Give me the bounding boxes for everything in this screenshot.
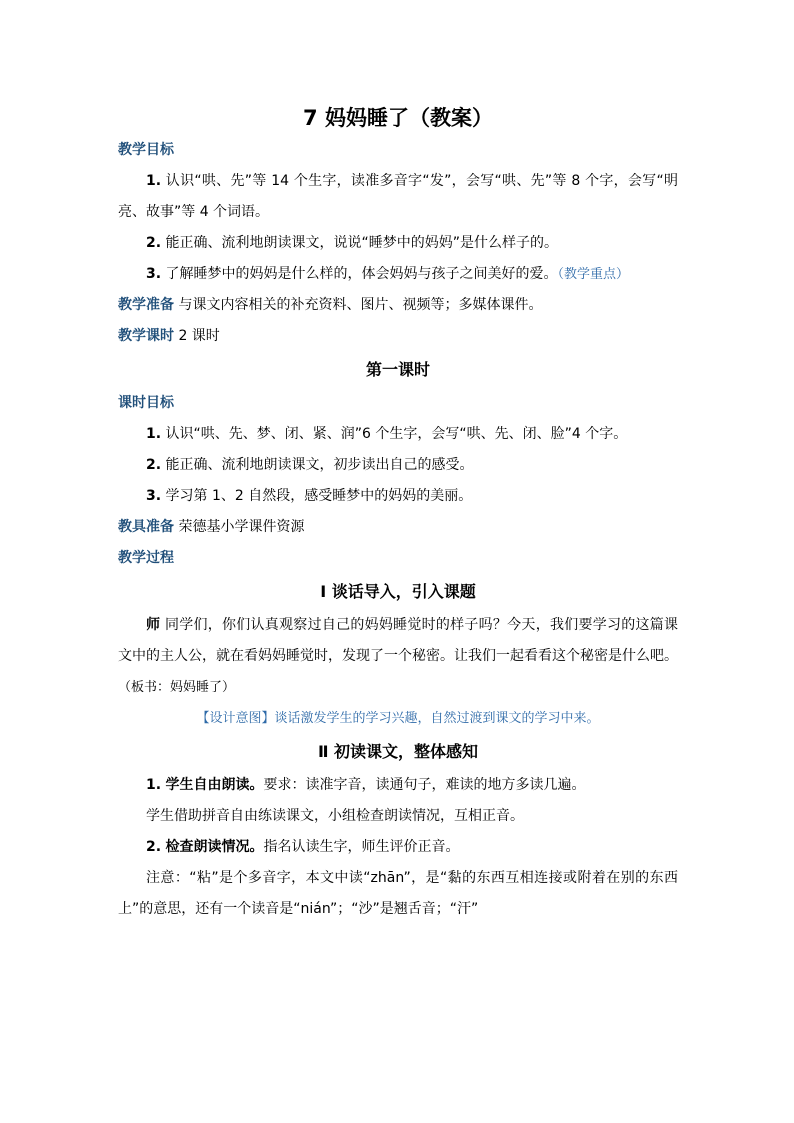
preparation-label: 教学准备 — [118, 297, 174, 313]
document-title: 7 妈妈睡了（教案） — [303, 106, 493, 130]
goal-number: 2. — [146, 457, 162, 473]
key-point-note: （教学重点） — [557, 267, 630, 282]
step-1 — [118, 770, 678, 801]
objective-text: 能正确、流利地朗读课文，说说“睡梦中的妈妈”是什么样子的。 — [165, 235, 559, 251]
section-1-title: Ⅰ 谈话导入，引入课题 — [320, 582, 476, 601]
section-2-title: Ⅱ 初读课文，整体感知 — [317, 742, 479, 761]
preparation-text: 与课文内容相关的补充资料、图片、视频等；多媒体课件。 — [178, 297, 543, 313]
step-label: 检查朗读情况。 — [165, 839, 264, 855]
lesson-1-title: 第一课时 — [365, 360, 430, 379]
process-heading: 教学过程 — [118, 550, 174, 566]
step-1-detail: 学生借助拼音自由练读课文，小组检查朗读情况，互相正音。 — [146, 808, 524, 824]
goal-number: 3. — [146, 488, 162, 504]
step-label: 学生自由朗读。 — [165, 777, 264, 793]
design-intent: 【设计意图】谈话激发学生的学习兴趣，自然过渡到课文的学习中来。 — [196, 711, 600, 726]
tools-text: 荣德基小学课件资源 — [178, 519, 305, 535]
hours-label: 教学课时 — [118, 328, 174, 344]
teacher-intro-paragraph — [118, 610, 678, 703]
tools-label: 教具准备 — [118, 519, 174, 535]
hours-text: 2 课时 — [178, 328, 220, 344]
preparation-line — [118, 290, 678, 321]
lesson-goal-3 — [118, 481, 678, 512]
objective-item-2 — [118, 228, 678, 259]
objective-number: 2. — [146, 235, 162, 251]
step-text: 指名认读生字，师生评价正音。 — [263, 839, 460, 855]
board-note: （板书：妈妈睡了） — [118, 680, 236, 695]
attention-paragraph: 注意：“粘”是个多音字，本文中读“zhān”，是“黏的东西互相连接或附着在别的东西上”的意思，还有一个读音是“nián”；“沙”是翘舌音；“汗” — [118, 870, 678, 917]
objectives-heading: 教学目标 — [118, 142, 174, 158]
teacher-text: 同学们，你们认真观察过自己的妈妈睡觉时的样子吗？今天，我们要学习的这篇课文中的主人公，就在看妈妈睡觉时，发现了一个秘密。让我们一起看看这个秘密是什么吧。 — [118, 617, 679, 664]
lesson-goals-heading: 课时目标 — [118, 395, 174, 411]
objective-text: 认识“哄、先”等 14 个生字，读准多音字“发”，会写“哄、先”等 8 个字，会写“明亮、故事”等 4 个词语。 — [118, 173, 678, 220]
goal-text: 学习第 1、2 自然段，感受睡梦中的妈妈的美丽。 — [165, 488, 473, 504]
goal-number: 1. — [146, 426, 162, 442]
goal-text: 认识“哄、先、梦、闭、紧、润”6 个生字，会写“哄、先、闭、脸”4 个字。 — [165, 426, 628, 442]
objective-item-3 — [118, 259, 678, 290]
step-2 — [118, 832, 678, 863]
objective-number: 3. — [146, 266, 162, 282]
hours-line — [118, 321, 678, 352]
objective-text: 了解睡梦中的妈妈是什么样的，体会妈妈与孩子之间美好的爱。 — [165, 266, 558, 282]
lesson-goal-2 — [118, 450, 678, 481]
tools-line — [118, 512, 678, 543]
lesson-goal-1 — [118, 419, 678, 450]
objective-number: 1. — [146, 173, 162, 189]
step-number: 1. — [146, 777, 162, 793]
teacher-label: 师 — [146, 617, 161, 633]
document-content — [118, 101, 678, 925]
step-text: 要求：读准字音，读通句子，难读的地方多读几遍。 — [263, 777, 586, 793]
objective-item-1 — [118, 166, 678, 228]
goal-text: 能正确、流利地朗读课文，初步读出自己的感受。 — [165, 457, 474, 473]
step-number: 2. — [146, 839, 162, 855]
